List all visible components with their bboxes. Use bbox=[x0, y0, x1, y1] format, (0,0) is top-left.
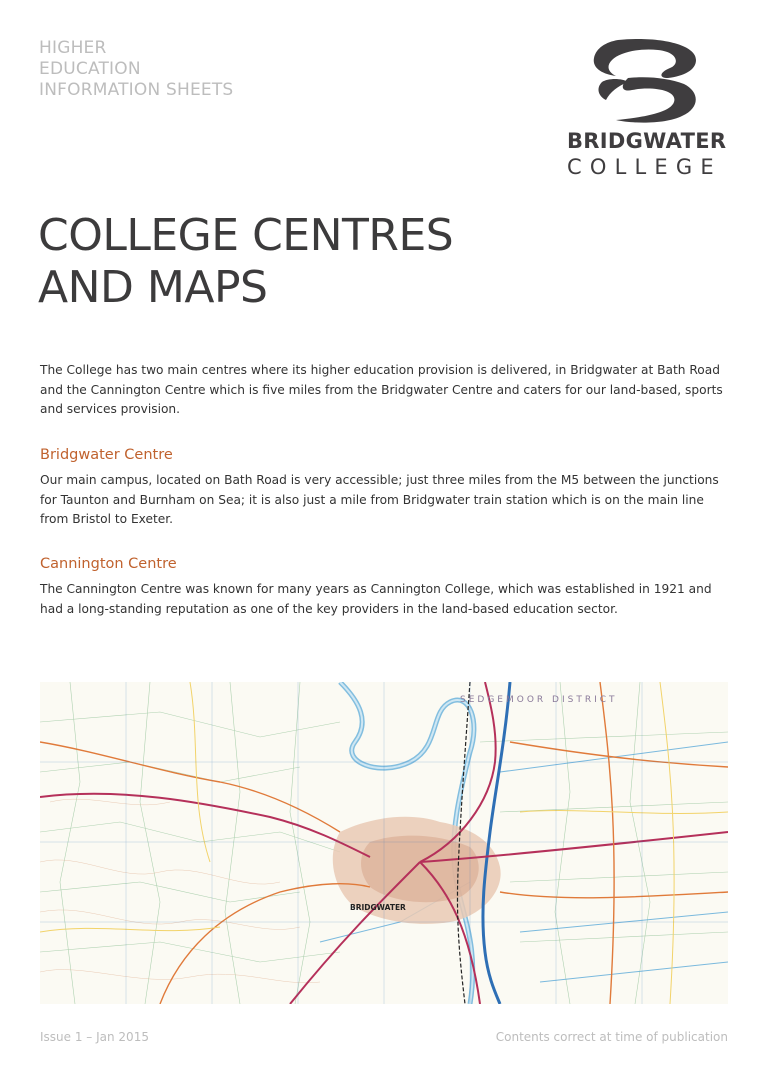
logo-text-college: COLLEGE bbox=[567, 155, 722, 179]
series-heading-line-2: EDUCATION bbox=[39, 59, 141, 79]
section-body-cannington: The Cannington Centre was known for many years as Cannington College, which was established in 1921 and had a long-standing reputation as one of the key providers in the land-based education sector. bbox=[40, 582, 712, 616]
page-title-line-2: AND MAPS bbox=[38, 262, 268, 313]
page-title-line-1: COLLEGE CENTRES bbox=[38, 210, 454, 261]
section-heading-bridgwater: Bridgwater Centre bbox=[40, 447, 173, 463]
footer-note: Contents correct at time of publication bbox=[495, 1030, 728, 1044]
logo-text-bridgwater: BRIDGWATER bbox=[567, 129, 727, 153]
page-title bbox=[38, 210, 598, 314]
series-heading-line-3: INFORMATION SHEETS bbox=[39, 80, 234, 100]
section-body-bridgwater: Our main campus, located on Bath Road is very accessible; just three miles from the M5 between the junctions for Taunton and Burnham on Sea; it is also just a mile from Bridgwater train station which is on the main line from Bristol to Exeter. bbox=[40, 473, 719, 527]
bridgwater-b-logo-icon bbox=[588, 38, 700, 124]
map-label-town: BRIDGWATER bbox=[350, 903, 406, 912]
section-heading-cannington: Cannington Centre bbox=[40, 556, 177, 572]
intro-paragraph: The College has two main centres where its higher education provision is delivered, in Bridgwater at Bath Road and the Cannington Centre which is five miles from the Bridgwater Centre and caters for our land-based, sports and services provision. bbox=[40, 363, 723, 417]
map-svg bbox=[40, 682, 728, 1004]
footer-issue: Issue 1 – Jan 2015 bbox=[40, 1030, 149, 1044]
college-logo bbox=[560, 38, 730, 183]
area-map bbox=[40, 682, 728, 1004]
series-heading-line-1: HIGHER bbox=[39, 38, 107, 58]
map-label-district: SEDGEMOOR DISTRICT bbox=[460, 695, 618, 705]
series-heading bbox=[39, 38, 233, 101]
